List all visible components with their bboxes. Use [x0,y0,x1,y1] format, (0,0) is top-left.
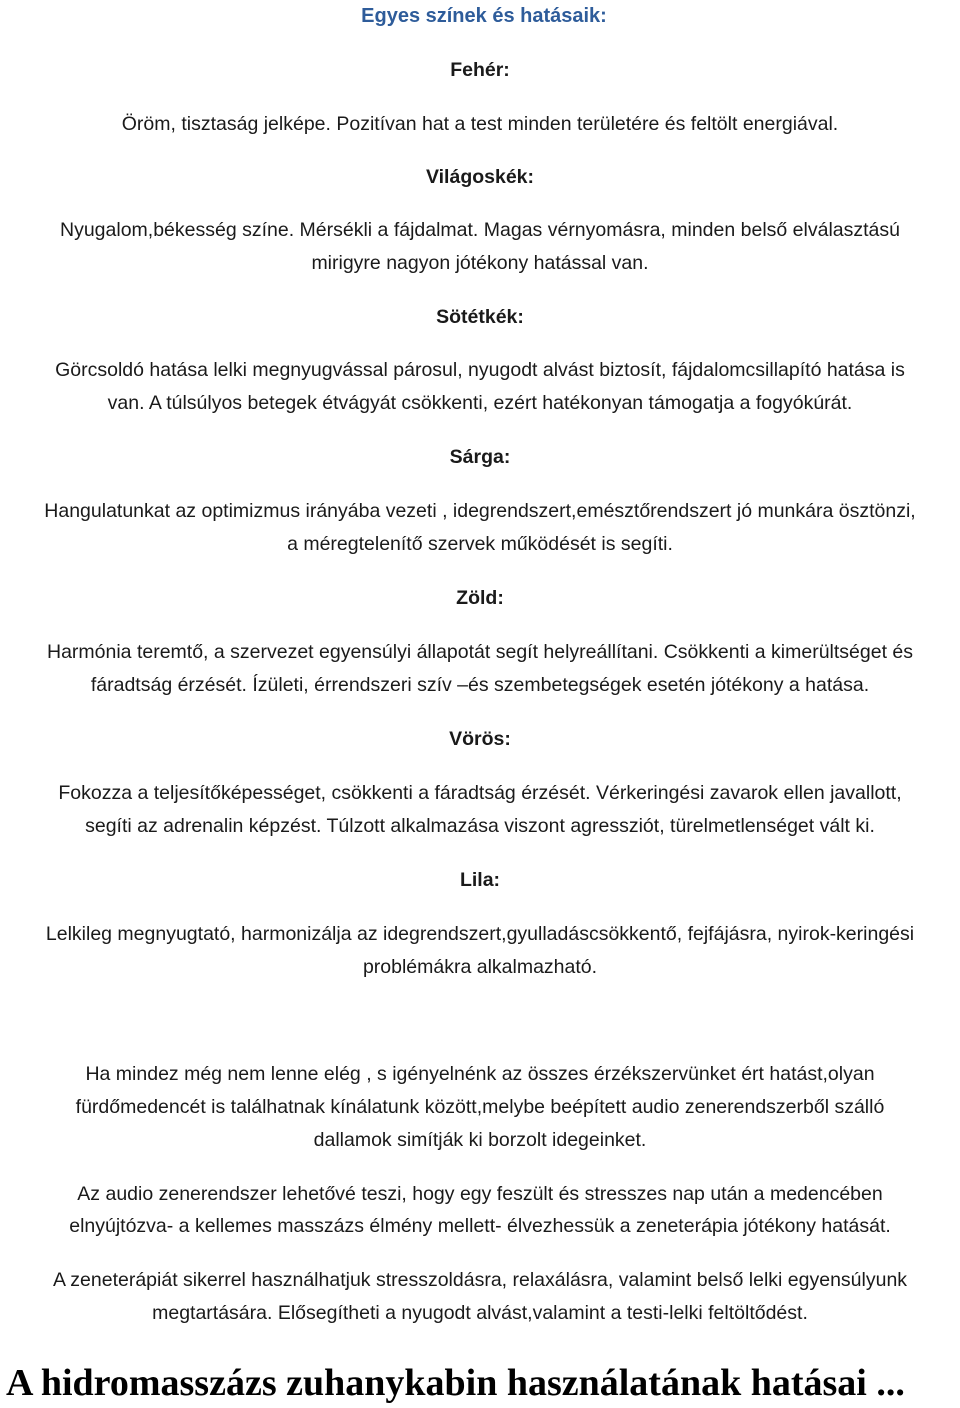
section-heading-lila: Lila: [459,869,501,891]
section-heading-vilagoskek: Világoskék: [425,166,535,188]
section-heading-feher: Fehér: [450,59,510,81]
section-text-voros-line-2: segíti az adrenalin képzést. Túlzott alkalmazása viszont agressziót, türelmetlenséget vált ki. [85,815,875,837]
section-text-sarga-line-2: a méregtelenítő szervek működését is segíti. [287,533,673,555]
paragraph-2-line-1: Az audio zenerendszer lehetővé teszi, hogy egy feszült és stresszes nap után a medencében [77,1183,883,1205]
footer-heading: A hidromasszázs zuhanykabin használatának hatásai ... [6,1362,905,1404]
paragraph-1-line-1: Ha mindez még nem lenne elég , s igényelnénk az összes érzékszervünket ért hatást,olyan [85,1063,875,1085]
section-text-vilagoskek-line-1: Nyugalom,békesség színe. Mérsékli a fájdalmat. Magas vérnyomásra, minden belső elválasztású [60,219,900,241]
paragraph-3-line-1: A zeneterápiát sikerrel használhatjuk stresszoldásra, relaxálásra, valamint belső lelki egyensúlyunk [52,1269,908,1291]
section-text-sotetkek-line-1: Görcsoldó hatása lelki megnyugvással párosul, nyugodt alvást biztosít, fájdalomcsillapító hatása is [55,359,905,381]
section-text-feher-line-1: Öröm, tisztaság jelképe. Pozitívan hat a test minden területére és feltölt energiával. [121,113,839,135]
section-text-sarga-line-1: Hangulatunkat az optimizmus irányába vezeti , idegrendszert,emésztőrendszert jó munkára ösztönzi, [44,500,916,522]
section-text-zold-line-1: Harmónia teremtő, a szervezet egyensúlyi állapotát segít helyreállítani. Csökkenti a kimerültséget és [47,641,913,663]
paragraph-1-line-2: fürdőmedencét is találhatnak kínálatunk között,melybe beépített audio zenerendszerből szálló [75,1096,885,1118]
section-text-voros-line-1: Fokozza a teljesítőképességet, csökkenti a fáradtság érzését. Vérkeringési zavarok ellen javallott, [58,782,902,804]
section-heading-sotetkek: Sötétkék: [436,306,524,328]
paragraph-2-line-2: elnyújtózva- a kellemes masszázs élmény mellett- élvezhessük a zeneterápia jótékony hatását. [69,1215,891,1237]
section-text-sotetkek-line-2: van. A túlsúlyos betegek étvágyát csökkenti, ezért hatékonyan támogatja a fogyókúrát. [107,392,853,414]
section-text-lila-line-2: problémákra alkalmazható. [362,956,598,978]
section-heading-voros: Vörös: [449,728,511,750]
document-title: Egyes színek és hatásaik: [361,5,607,27]
paragraph-1-line-3: dallamok simítják ki borzolt idegeinket. [313,1129,647,1151]
paragraph-3-line-2: megtartására. Elősegítheti a nyugodt alvást,valamint a testi-lelki feltöltődést. [152,1302,808,1324]
section-heading-sarga: Sárga: [449,446,511,468]
section-text-lila-line-1: Lelkileg megnyugtató, harmonizálja az idegrendszert,gyulladáscsökkentő, fejfájásra, nyirok-keringési [45,923,915,945]
section-text-vilagoskek-line-2: mirigyre nagyon jótékony hatással van. [311,252,649,274]
section-text-zold-line-2: fáradtság érzését. Ízületi, érrendszeri szív –és szembetegségek esetén jótékony a hatása. [90,674,870,696]
section-heading-zold: Zöld: [456,587,504,609]
